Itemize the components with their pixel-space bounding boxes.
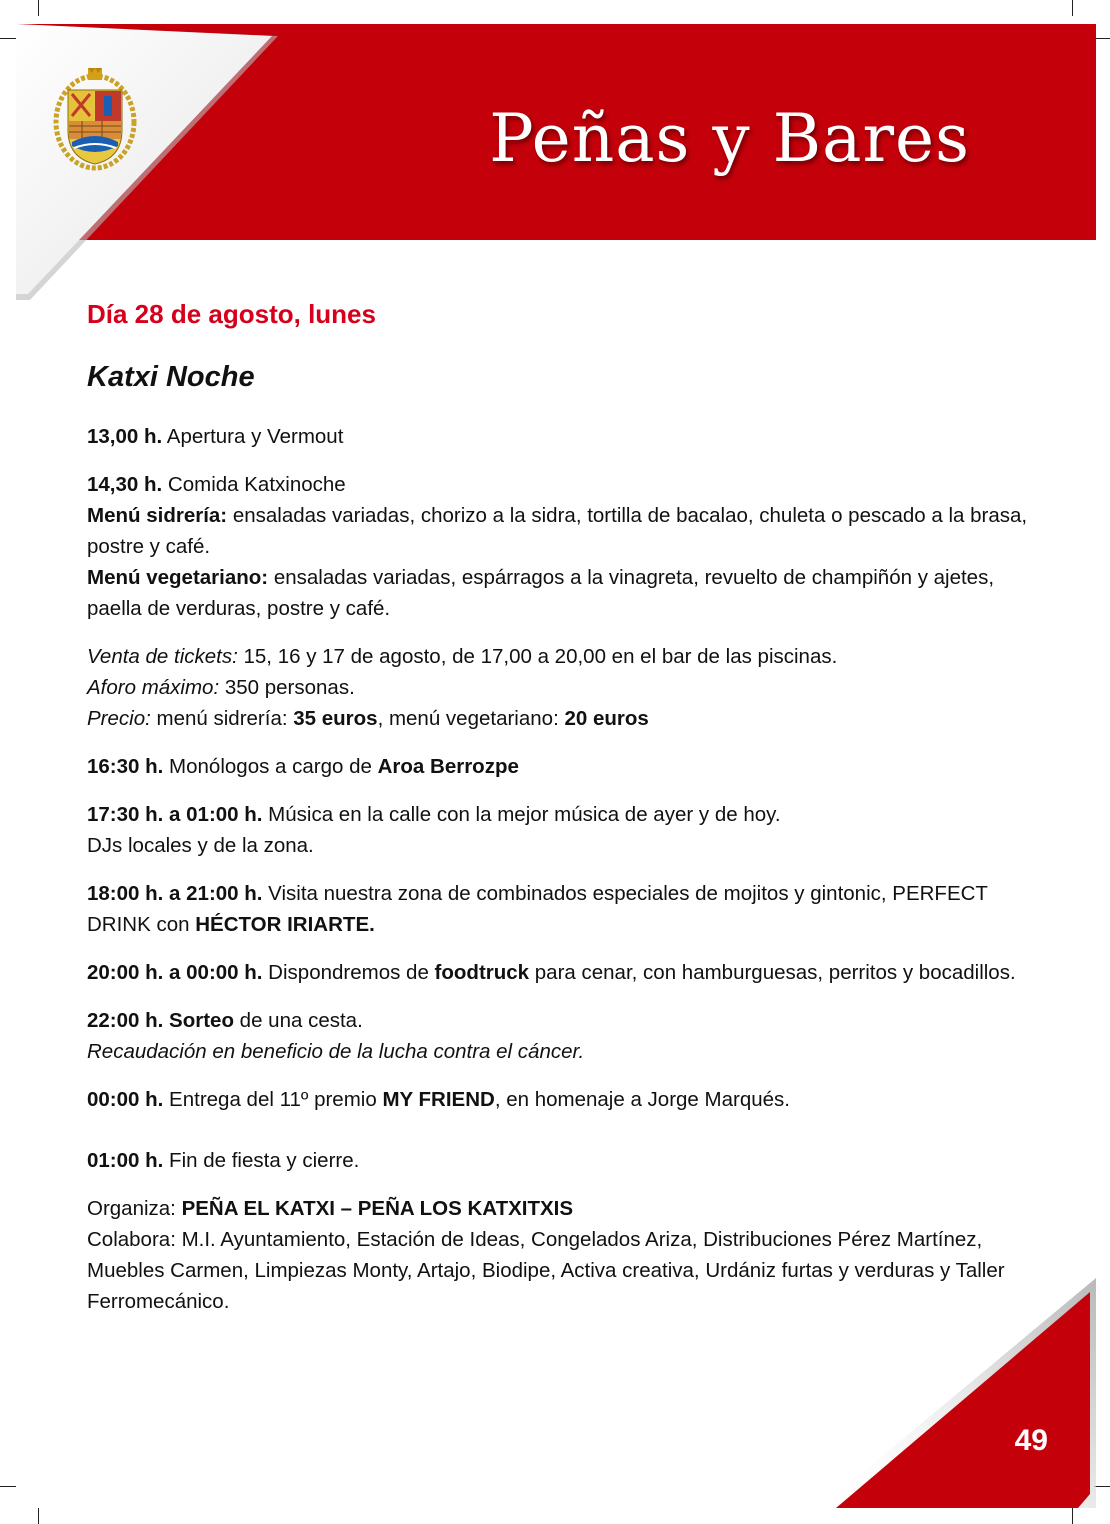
item-text: para cenar, con hamburguesas, perritos y bocadillos. xyxy=(529,961,1016,984)
crop-mark xyxy=(1072,0,1073,16)
time-label: 22:00 h. xyxy=(87,1009,164,1032)
crop-mark xyxy=(1094,38,1110,39)
time-label: 13,00 h. xyxy=(87,425,163,448)
organiza-label: Organiza: xyxy=(87,1197,182,1220)
time-label: 14,30 h. xyxy=(87,473,163,496)
item-text: DJs locales y de la zona. xyxy=(87,834,314,857)
info-text: 350 personas. xyxy=(219,676,355,699)
item-bold: Aroa Berrozpe xyxy=(377,755,519,778)
item-text: Apertura y Vermout xyxy=(162,425,344,448)
footer-corner xyxy=(806,1278,1096,1508)
time-label: 00:00 h. xyxy=(87,1088,164,1111)
time-label: 18:00 h. a 21:00 h. xyxy=(87,882,263,905)
item-bold: HÉCTOR IRIARTE. xyxy=(195,913,375,936)
page-number: 49 xyxy=(1014,1424,1048,1457)
item-bold: MY FRIEND xyxy=(382,1088,495,1111)
time-label: 17:30 h. a 01:00 h. xyxy=(87,803,263,826)
info-text: , menú vegetariano: xyxy=(377,707,565,730)
info-text: menú sidrería: xyxy=(150,707,294,730)
crop-mark xyxy=(1094,1486,1110,1487)
event-title: Katxi Noche xyxy=(87,361,255,393)
info-label: Venta de tickets: xyxy=(87,645,238,668)
schedule-item xyxy=(87,957,1037,988)
item-text: Monólogos a cargo de xyxy=(163,755,378,778)
date-heading: Día 28 de agosto, lunes xyxy=(87,299,376,329)
item-bold: Sorteo xyxy=(163,1009,234,1032)
info-label: Precio: xyxy=(87,707,151,730)
crop-mark xyxy=(38,1508,39,1524)
organiza-value: PEÑA EL KATXI – PEÑA LOS KATXITXIS xyxy=(181,1197,574,1220)
menu-text: ensaladas variadas, chorizo a la sidra, tortilla de bacalao, chuleta o pescado a la brasa, postre y café. xyxy=(87,504,1028,558)
price-value: 35 euros xyxy=(293,707,378,730)
item-text: de una cesta. xyxy=(233,1009,363,1032)
page-title: Peñas y Bares xyxy=(489,100,970,177)
schedule-item xyxy=(87,1084,1037,1115)
crop-mark xyxy=(1072,1508,1073,1524)
item-text: Comida Katxinoche xyxy=(162,473,346,496)
item-text: Música en la calle con la mejor música de ayer y de hoy. xyxy=(262,803,781,826)
main-content xyxy=(87,296,1037,1334)
crop-mark xyxy=(0,38,16,39)
item-text: Entrega del 11º premio xyxy=(163,1088,383,1111)
crop-mark xyxy=(38,0,39,16)
item-text: , en homenaje a Jorge Marqués. xyxy=(494,1088,790,1111)
item-bold: foodtruck xyxy=(434,961,530,984)
price-value: 20 euros xyxy=(564,707,649,730)
schedule-item xyxy=(87,799,1037,861)
time-label: 01:00 h. xyxy=(87,1149,164,1172)
time-label: 16:30 h. xyxy=(87,755,164,778)
item-note: Recaudación en beneficio de la lucha contra el cáncer. xyxy=(87,1040,585,1063)
schedule-item xyxy=(87,421,1037,452)
time-label: 20:00 h. a 00:00 h. xyxy=(87,961,263,984)
colabora-text: Colabora: M.I. Ayuntamiento, Estación de Ideas, Congelados Ariza, Distribuciones Pérez Martínez, Muebles Carmen, Limpiezas Monty, Artajo, Biodipe, Activa creativa, Urdániz furtas y verduras y Taller Ferromecánico. xyxy=(87,1228,1005,1313)
menu-label: Menú sidrería: xyxy=(87,504,228,527)
item-text: Visita nuestra zona de combinados especiales de mojitos y gintonic, PERFECT DRINK con xyxy=(87,882,988,936)
tickets-info xyxy=(87,641,1037,734)
schedule-item xyxy=(87,878,1037,940)
item-text: Dispondremos de xyxy=(262,961,435,984)
municipal-coat-of-arms-icon xyxy=(52,68,138,172)
item-text: Fin de fiesta y cierre. xyxy=(163,1149,360,1172)
menu-text: ensaladas variadas, espárragos a la vinagreta, revuelto de champiñón y ajetes, paella de verduras, postre y café. xyxy=(87,566,995,620)
schedule-item xyxy=(87,469,1037,624)
schedule-item xyxy=(87,1145,1037,1176)
info-label: Aforo máximo: xyxy=(87,676,220,699)
menu-label: Menú vegetariano: xyxy=(87,566,269,589)
crop-mark xyxy=(0,1486,16,1487)
schedule-item xyxy=(87,1005,1037,1067)
schedule-item xyxy=(87,751,1037,782)
info-text: 15, 16 y 17 de agosto, de 17,00 a 20,00 en el bar de las piscinas. xyxy=(237,645,838,668)
